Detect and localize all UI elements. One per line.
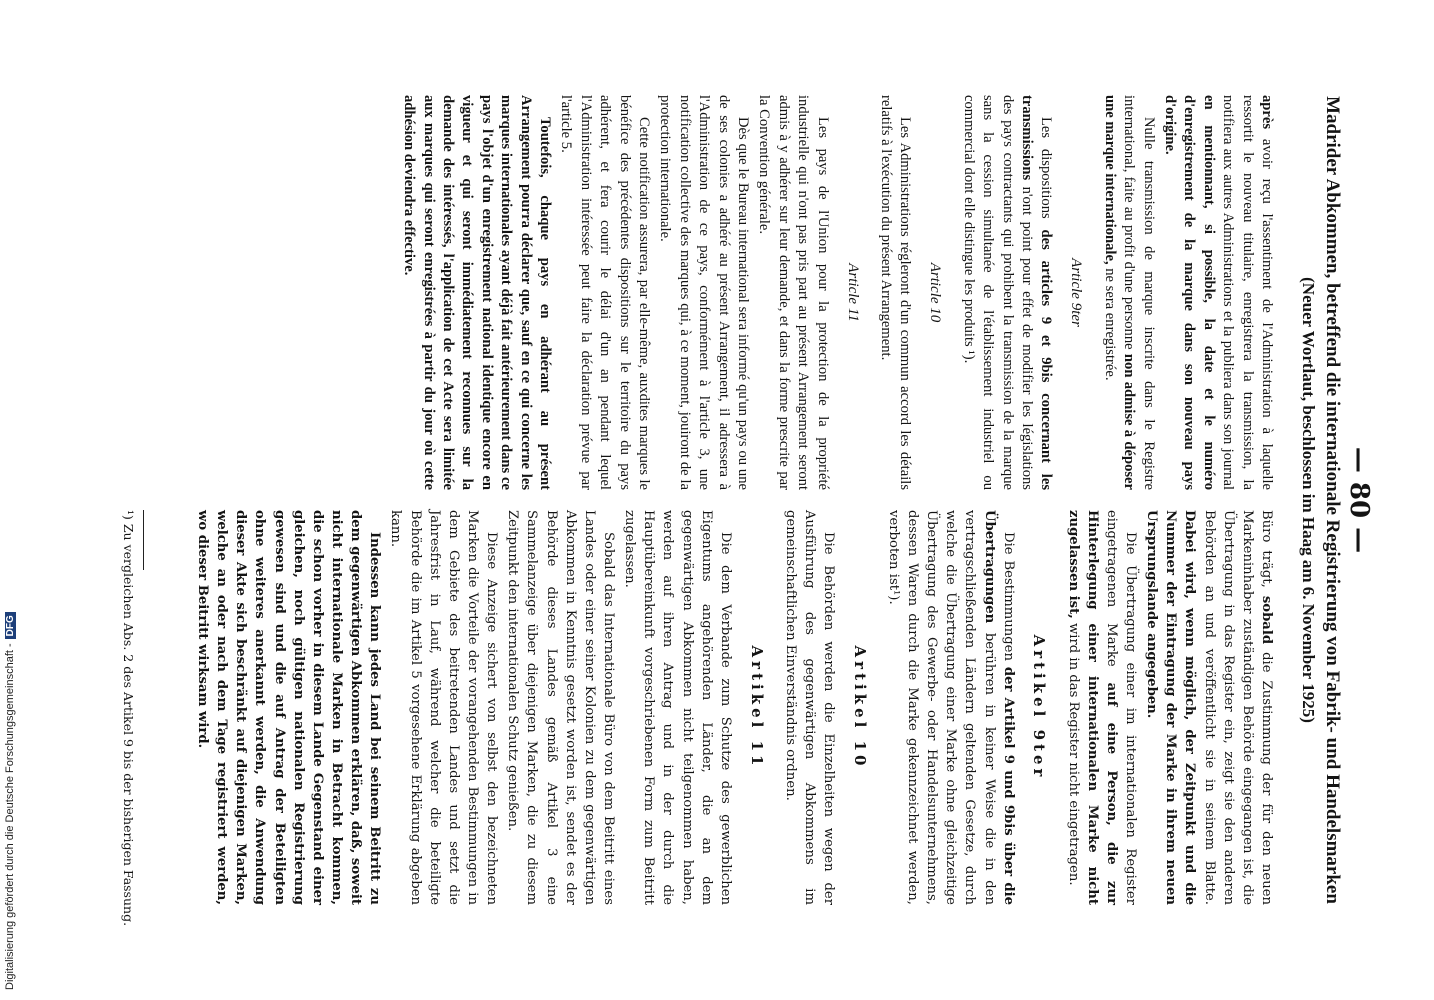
de-article-10-heading: Artikel 10 [850,645,869,770]
digitization-note [4,0,1004,1000]
fr-paragraph-5: Les pays de l'Union pour la protection de la propriété industrielle qui n'ont pas pris part au présent Arrangement seront admis à y adhérer sur leur demande, et dans la forme prescrite par la Convention générale. [756,95,831,490]
de-paragraph-7: Diese Anzeige sichert von selbst den bezeichneten Marken die Vorteile der vorangehenden Bestimmungen in dem Gebiete des beitretenden Landes und setzt die Jahresfrist in Lauf, während welcher die beteiligte Behörde die im Artikel 5 vorgesehene Erklärung abgeben kann. [388,510,500,905]
fr-paragraph-7: Cette notification assurera, par elle-même, auxdites marques le bénéfice des précédentes dispositions sur le territoire du pays adhérent, et fera courir le délai d'un an pendant lequel l'Administration intéressée peut faire la déclaration prévue par l'article 5. [558,95,653,490]
fr-article-10-heading: Article 10 [927,262,944,323]
fr-paragraph-8: Toutefois, chaque pays en adhérant au présent Arrangement pourra déclarer que, sauf en ce qui concerne les marques internationales ayant déjà fait antérieurement dans ce pays l'objet d'un enregistrement national identique encore en vigueur et qui seront immédiatement reconnues sur la demande des intéressés, l'application de cet Acte sera limitée aux marques qui seront enregistrées à partir du jour où cette adhésion deviendra effective. [401,95,553,490]
footnote: ¹) Zu vergleichen Abs. 2 des Artikel 9 bis der bisherigen Fassung. [121,510,136,927]
page-number: — 80 — [1344,446,1374,554]
de-article-11-heading: Artikel 11 [747,645,766,770]
dfg-logo: DFG [5,612,16,639]
fr-paragraph-6: Dès que le Bureau international sera informé qu'un pays ou une de ses colonies a adhéré au présent Arrangement, il adressera à l'Administration de ce pays, conformément à l'article 3, une notification collective des marques qui, à ce moment, jouiront de la protection internationale. [657,95,752,490]
de-paragraph-6: Sobald das Internationale Büro von dem Beitritt eines Landes oder einer seiner Kolonien zu dem gegenwärtigen Abkommen in Kenntnis gesetzt worden ist, sendet es der Behörde dieses Landes gemäß Artikel 3 eine Sammelanzeige über diejenigen Marken, die zu diesem Zeitpunkt den internationalen Schutz genießen. [505,510,616,905]
fr-article-11-heading: Article 11 [844,263,861,322]
fr-paragraph-2: Nulle transmission de marque inscrite dans le Registre international, faite au profit d'une personne non admise à déposer une marque internationale, ne sera enregistrée. [1101,95,1157,491]
de-paragraph-1: Büro trägt, sobald die Zustimmung der für den neuen Markeninhaber zuständigen Behörde eingegangen ist, die Übertragung in das Register ein, zeigt sie den anderen Behörden an und veröffentlicht sie in seinem Blatte. Dabei wird, wenn möglich, der Zeitpunkt und die Nummer der Eintragung der Marke in ihrem neuen Ursprungslande angegeben. [1144,510,1274,905]
fr-paragraph-1: après avoir reçu l'assentiment de l'Administration à laquelle ressortit le nouveau titulaire, enregistrera la transmission, la notifiera aux autres Administrations et la publiera dans son journal en mentionnant, si possible, la date et le numéro d'enregistrement de la marque dans son nouveau pays d'origine. [1161,95,1275,490]
fr-article-9ter-heading: Article 9ter [1068,258,1085,327]
de-paragraph-4: Die Behörden werden die Einzelheiten wegen der Ausführung des gegenwärtigen Abkommens im gemeinschaftlichen Einverständnis ordnen. [782,510,836,905]
de-paragraph-8: Indessen kann jedes Land bei seinem Beitritt zu dem gegenwärtigen Abkommen erklären, daß, soweit nicht internationale Marken in Betracht kommen, die schon vorher in diesem Lande Gegenstand einer gleichen, noch gültigen nationalen Registrierung gewesen sind und die auf Antrag der Beteiligten ohne weiteres anerkannt werden, die Anwendung dieser Akte sich beschränkt auf diejenigen Marken, welche an oder nach dem Tage registriert werden, wo dieser Beitritt wirksam wird. [195,510,383,905]
digitization-note-label: Digitalisierung gefördert durch die Deutsche Forschungsgemeinschaft - [4,643,16,990]
title-text: Madrider Abkommen, betreffend die internationale Registrierung von Fabrik- und Handelsmarken [1322,96,1343,904]
de-paragraph-2: Die Übertragung einer im internationalen Register eingetragenen Marke auf eine Person, die zur Hinterlegung einer internationalen Marke nicht zugelassen ist, wird in das Register nicht eingetragen. [1065,510,1139,905]
digitization-note-text [4,612,16,990]
document-title [1297,90,1344,910]
de-paragraph-3: Die Bestimmungen der Artikel 9 und 9bis über die Übertragungen berühren in keiner Weise die in den vertragschließenden Ländern geltenden Gesetze, durch welche die Übertragung einer Marke ohne gleichzeitige Übertragung des Gewerbe- oder Handelsunternehmens, dessen Waren durch die Marke gekennzeichnet werden, verboten ist¹). [885,510,1016,905]
de-article-9ter-heading: Artikel 9ter [1030,634,1049,781]
de-paragraph-5: Die dem Verbande zum Schutze des gewerblichen Eigentums angehörenden Länder, die an dem gegenwärtigen Abkommen nicht teilgenommen haben, werden auf ihren Antrag und in der durch die Hauptübereinkunft vorgeschriebenen Form zum Beitritt zugelassen. [622,510,733,905]
document-subtitle: (Neuer Wortlaut, beschlossen im Haag am 6. November 1925) [1299,277,1319,723]
fr-paragraph-4: Les Administrations régleront d'un commun accord les détails relatifs à l'exécution du présent Arrangement. [878,95,914,490]
fr-paragraph-3: Les dispositions des articles 9 et 9bis concernant les transmissions n'ont point pour effet de modifier les législations des pays contractants qui prohibent la transmission de la marque sans la cession simultanée de l'établissement industriel ou commercial dont elle distingue les produits ¹). [960,95,1055,491]
